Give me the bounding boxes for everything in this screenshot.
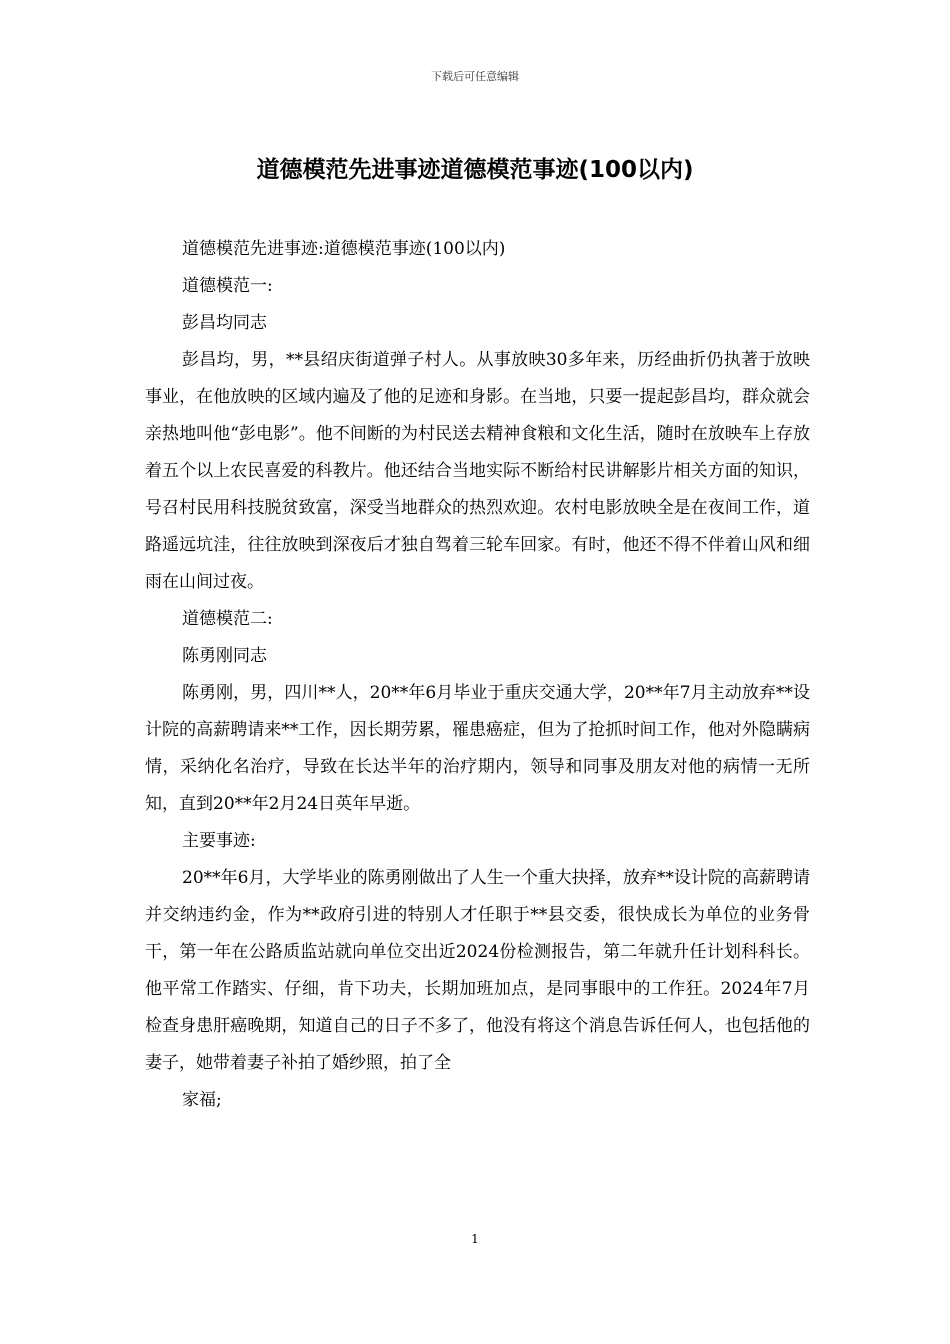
paragraph-chen-summary: 陈勇刚，男，四川**人，20**年6月毕业于重庆交通大学，20**年7月主动放弃**设计院的高薪聘请来**工作，因长期劳累，罹患癌症，但为了抢抓时间工作，他对外隐瞒病情，采纳化名治疗，导致在长达半年的治疗期内，领导和同事及朋友对他的病情一无所知，直到20**年2月24日英年早逝。 <box>145 683 810 814</box>
document-title: 道德模范先进事迹道德模范事迹(100以内) <box>256 157 694 183</box>
paragraph-chen-deeds: 20**年6月，大学毕业的陈勇刚做出了人生一个重大抉择，放弃**设计院的高薪聘请并交纳违约金，作为**政府引进的特别人才任职于**县交委，很快成长为单位的业务骨干，第一年在公路质监站就向单位交出近2024份检测报告，第二年就升任计划科科长。他平常工作踏实、仔细，肯下功夫，长期加班加点，是同事眼中的工作狂。2024年7月检查身患肝癌晚期，知道自己的日子不多了，他没有将这个消息告诉任何人，也包括他的妻子，她带着妻子补拍了婚纱照，拍了全 <box>145 868 810 1073</box>
document-body <box>145 231 810 1119</box>
section-heading-model-one: 道德模范一: <box>182 276 273 296</box>
paragraph-peng-story: 彭昌均，男，**县绍庆街道弹子村人。从事放映30多年来，历经曲折仍执著于放映事业，在他放映的区域内遍及了他的足迹和身影。在当地，只要一提起彭昌均，群众就会亲热地叫他“彭电影”。他不间断的为村民送去精神食粮和文化生活，随时在放映车上存放着五个以上农民喜爱的科教片。他还结合当地实际不断给村民讲解影片相关方面的知识，号召村民用科技脱贫致富，深受当地群众的热烈欢迎。农村电影放映全是在夜间工作，道路遥远坑洼，往往放映到深夜后才独自驾着三轮车回家。有时，他还不得不伴着山风和细雨在山间过夜。 <box>145 350 810 592</box>
page-header-note: 下载后可任意编辑 <box>431 70 519 83</box>
section-heading-model-two: 道德模范二: <box>182 609 273 629</box>
person-name-chen: 陈勇刚同志 <box>182 646 267 666</box>
paragraph-continuation: 家福; <box>182 1090 222 1110</box>
person-name-peng: 彭昌均同志 <box>182 313 267 333</box>
page-number: 1 <box>471 1232 479 1246</box>
section-heading-main-deeds: 主要事迹: <box>182 831 256 851</box>
intro-line: 道德模范先进事迹:道德模范事迹(100以内) <box>182 239 506 259</box>
